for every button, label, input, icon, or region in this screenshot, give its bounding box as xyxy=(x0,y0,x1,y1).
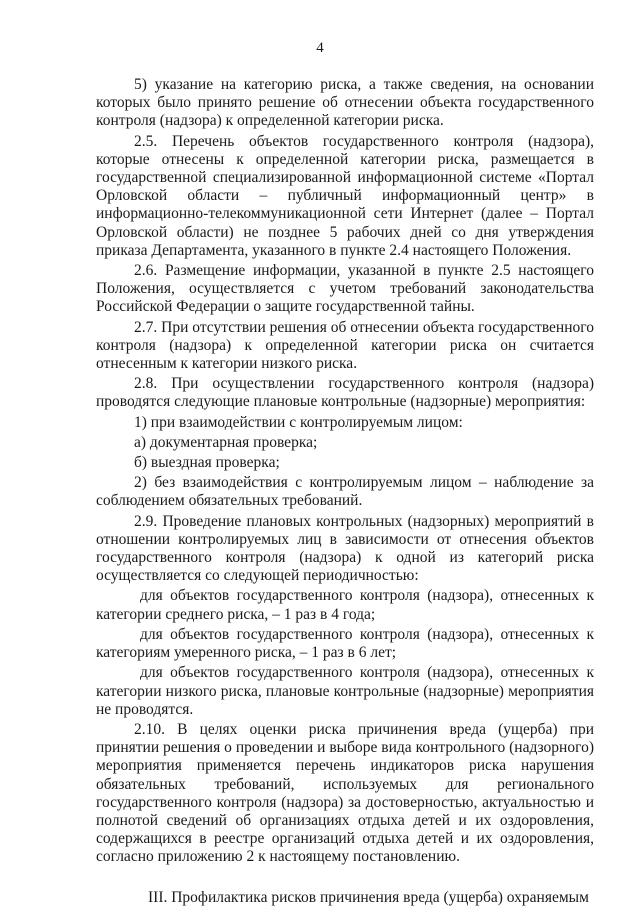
paragraph-2-6: 2.6. Размещение информации, указанной в пункте 2.5 настоящего Положения, осуществляется с учетом требований законодательства Российской Федерации о защите государственной тайны. xyxy=(96,262,594,316)
page-number: 4 xyxy=(316,40,324,56)
section-heading: III. Профилактика рисков причинения вреда (ущерба) охраняемым xyxy=(148,888,589,906)
paragraph-2-9: 2.9. Проведение плановых контрольных (надзорных) мероприятий в отношении контролируемых лиц в зависимости от отнесения объектов государственного контроля (надзора) к одной из категорий риска осуществляется со следующей периодичностью: xyxy=(96,512,594,585)
list-item-a: а) документарная проверка; xyxy=(134,433,318,451)
list-item-2: 2) без взаимодействия с контролируемым лицом – наблюдение за соблюдением обязательных требований. xyxy=(96,474,594,510)
paragraph-2-8: 2.8. При осуществлении государственного контроля (надзора) проводятся следующие плановые контрольные (надзорные) мероприятия: xyxy=(96,375,594,411)
document-body xyxy=(96,76,594,909)
periodicity-moderate-risk: для объектов государственного контроля (надзора), отнесенных к категориям умеренного риска, – 1 раз в 6 лет; xyxy=(96,625,594,662)
periodicity-medium-risk: для объектов государственного контроля (надзора), отнесенных к категории среднего риска, – 1 раз в 4 года; xyxy=(96,587,594,623)
paragraph-2-7: 2.7. При отсутствии решения об отнесении объекта государственного контроля (надзора) к определенной категории риска он считается отнесенным к категории низкого риска. xyxy=(96,318,594,373)
list-item-b: б) выездная проверка; xyxy=(134,454,280,472)
paragraph-2-5: 2.5. Перечень объектов государственного контроля (надзора), которые отнесены к определенной категории риска, размещается в государственной специализированной информационной системе «Портал Орловской области – публичный информационный центр» в информационно-телекоммуникационной сети Интернет (далее – Портал Орловской области) не позднее 5 рабочих дней со дня утверждения приказа Департамента, указанного в пункте 2.4 настоящего Положения. xyxy=(96,132,594,259)
paragraph-item-5: 5) указание на категорию риска, а также сведения, на основании которых было принято решение об отнесении объекта государственного контроля (надзора) к определенной категории риска. xyxy=(96,76,594,130)
list-item-1: 1) при взаимодействии с контролируемым лицом: xyxy=(134,413,463,431)
periodicity-low-risk: для объектов государственного контроля (надзора), отнесенных к категории низкого риска, плановые контрольные (надзорные) мероприятия не проводятся. xyxy=(96,664,594,718)
paragraph-2-10: 2.10. В целях оценки риска причинения вреда (ущерба) при принятии решения о проведении и выборе вида контрольного (надзорного) мероприятия применяется перечень индикаторов риска нарушения обязательных требований, используемых для регионального государственного контроля (надзора) за достоверностью, актуальностью и полнотой сведений об организациях отдыха детей и их оздоровления, содержащихся в реестре организаций отдыха детей и их оздоровления, согласно приложению 2 к настоящему постановлению. xyxy=(96,720,594,866)
